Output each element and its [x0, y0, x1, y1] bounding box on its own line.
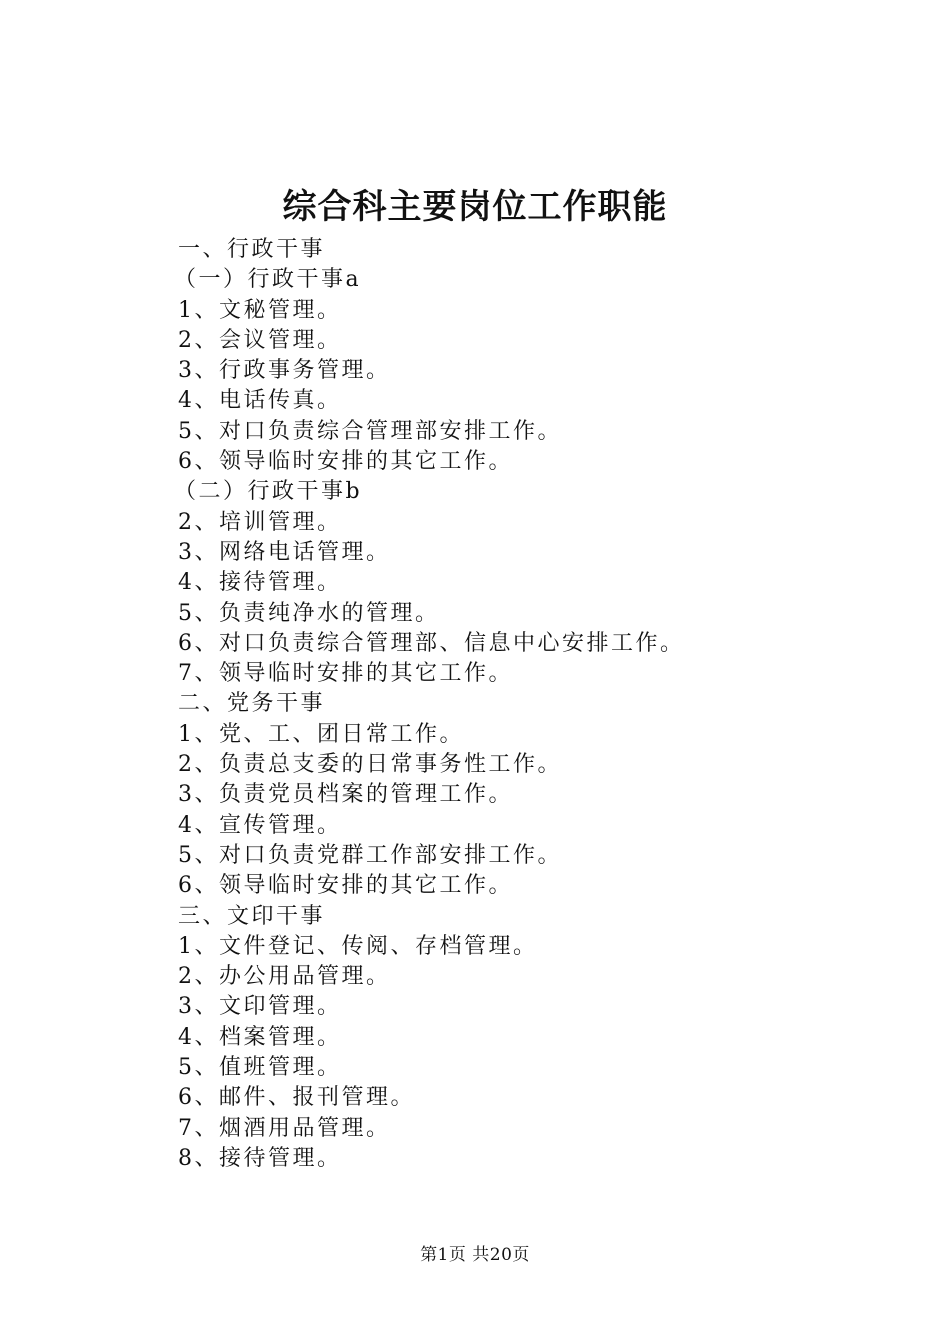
- section-heading: 二、党务干事: [178, 691, 326, 717]
- list-item: 2、办公用品管理。: [178, 964, 391, 990]
- list-item: 2、负责总支委的日常事务性工作。: [178, 752, 562, 778]
- list-item: 5、对口负责综合管理部安排工作。: [178, 418, 562, 444]
- list-item: 5、值班管理。: [178, 1055, 342, 1081]
- list-item: 7、烟酒用品管理。: [178, 1115, 391, 1141]
- section-heading: 三、文印干事: [178, 903, 326, 929]
- list-item: 6、领导临时安排的其它工作。: [178, 449, 513, 475]
- page-title: 综合科主要岗位工作职能: [282, 187, 668, 227]
- list-item: 6、领导临时安排的其它工作。: [178, 873, 513, 899]
- list-item: 2、培训管理。: [178, 509, 342, 535]
- list-item: 3、文印管理。: [178, 994, 342, 1020]
- list-item: 6、对口负责综合管理部、信息中心安排工作。: [178, 630, 685, 656]
- list-item: 3、行政事务管理。: [178, 358, 391, 384]
- list-item: 7、领导临时安排的其它工作。: [178, 661, 513, 687]
- list-item: 3、网络电话管理。: [178, 539, 391, 565]
- list-item: 1、文件登记、传阅、存档管理。: [178, 933, 538, 959]
- list-item: 4、宣传管理。: [178, 812, 342, 838]
- list-item: 4、电话传真。: [178, 388, 342, 414]
- list-item: 4、档案管理。: [178, 1024, 342, 1050]
- list-item: 5、对口负责党群工作部安排工作。: [178, 842, 562, 868]
- list-item: 3、负责党员档案的管理工作。: [178, 782, 513, 808]
- list-item: 1、文秘管理。: [178, 297, 342, 323]
- section-heading: 一、行政干事: [178, 237, 326, 262]
- document-body: [174, 235, 878, 1174]
- list-item: 6、邮件、报刊管理。: [178, 1085, 415, 1111]
- list-item: 4、接待管理。: [178, 570, 342, 596]
- subsection-heading: （一）行政干事a: [174, 267, 362, 293]
- list-item: 5、负责纯净水的管理。: [178, 600, 440, 626]
- page-footer: 第1页 共20页: [420, 1245, 530, 1265]
- list-item: 1、党、工、团日常工作。: [178, 721, 464, 747]
- list-item: 2、会议管理。: [178, 327, 342, 353]
- subsection-heading: （二）行政干事b: [174, 479, 363, 505]
- list-item: 8、接待管理。: [178, 1145, 342, 1171]
